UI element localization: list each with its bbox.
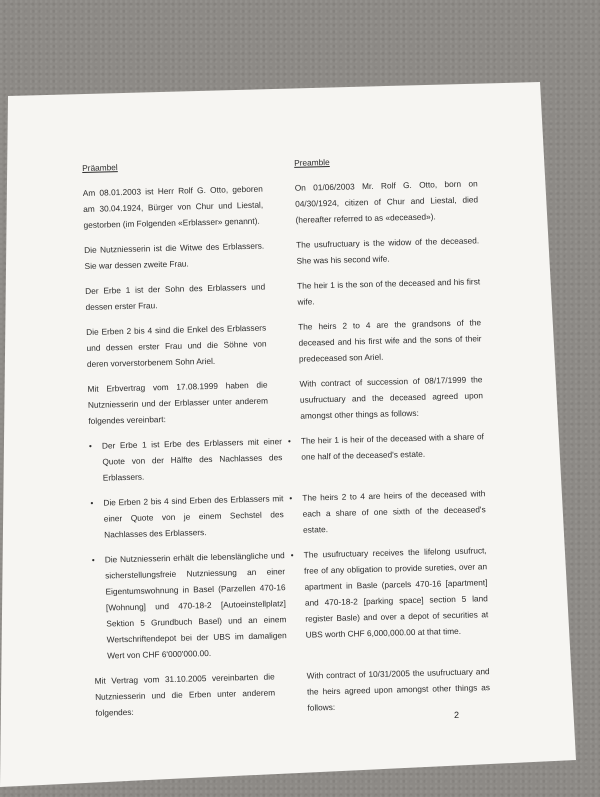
bullet-text: Die Nutzniesserin erhält die lebenslängliche und sicherstellungsfreie Nutzniessung an einer Eigentumswohnung in Basel (Parzellen 470-16 [Wohnung] und 470-18-2 [Autoeinstellplatz] Sektion 5 Grundbuch Basel) und an einem Wertschriftendepot bei der UBS im damaligen Wert von CHF 6'000'000.00. xyxy=(104,550,287,661)
paragraph-row xyxy=(95,663,491,721)
bullet-german xyxy=(90,490,284,543)
paragraph-english: The heirs 2 to 4 are the grandsons of the deceased and his first wife and the sons of their predeceased son Ariel. xyxy=(298,317,482,364)
paragraph-german: Mit Erbvertrag vom 17.08.1999 haben die Nutzniesserin und der Erblasser unter anderem folgendes vereinbart: xyxy=(87,379,269,426)
bullet-text: Die Erben 2 bis 4 sind Erben des Erblassers mit einer Quote von je einem Sechstel des Nachlasses des Erblassers. xyxy=(103,493,284,540)
heading-english: Preamble xyxy=(294,156,330,168)
paragraph-english: On 01/06/2003 Mr. Rolf G. Otto, born on 04/30/1924, citizen of Chur and Liestal, died (hereafter referred to as «deceased»). xyxy=(294,178,479,225)
bullet-text: The heir 1 is heir of the deceased with a share of one half of the deceased's estate. xyxy=(300,431,484,462)
bullet-german xyxy=(92,547,288,664)
bullet-row xyxy=(90,485,486,543)
paragraph-english: With contract of succession of 08/17/1999 the usufructuary and the deceased agreed upon amongst other things as follows: xyxy=(299,374,483,421)
bullet-icon: • xyxy=(287,435,291,447)
paragraph-row xyxy=(83,175,479,233)
document-content xyxy=(82,150,491,729)
paragraph-row xyxy=(86,314,482,372)
bullet-english xyxy=(289,485,486,538)
paragraph-german: Die Nutzniesserin ist die Witwe des Erblassers. Sie war dessen zweite Frau. xyxy=(84,240,265,271)
bullet-icon: • xyxy=(290,549,294,561)
paragraph-german: Am 08.01.2003 ist Herr Rolf G. Otto, geboren am 30.04.1924, Bürger von Chur und Liestal, gestorben (im Folgenden «Erblasser» genannt). xyxy=(82,183,264,230)
bullet-icon: • xyxy=(90,497,94,508)
paragraph-row xyxy=(84,232,480,274)
bullet-german xyxy=(89,433,283,486)
paragraph-english: The heir 1 is the son of the deceased and his first wife. xyxy=(297,276,481,307)
paragraph-row xyxy=(87,371,483,429)
heading-german: Präambel xyxy=(82,162,118,173)
paragraph-german: Die Erben 2 bis 4 sind die Enkel des Erblassers und dessen erster Frau und die Söhne von deren vorverstorbenem Sohn Ariel. xyxy=(86,322,267,369)
bullet-icon: • xyxy=(289,492,293,504)
bullet-text: Der Erbe 1 ist Erbe des Erblassers mit einer Quote von der Hälfte des Nachlasses des Erblassers. xyxy=(101,436,283,483)
paragraph-german: Mit Vertrag vom 31.10.2005 vereinbarten die Nutzniesserin und die Erben unter anderem folgendes: xyxy=(94,671,276,718)
page-number: 2 xyxy=(453,709,460,721)
bullet-english xyxy=(291,542,490,659)
bullet-text: The usufructuary receives the lifelong usufruct, free of any obligation to provide sureties, over an apartment in Basle (parcels 470-16 [apartment] and 470-18-2 [parking space] section 5 land register Basle) and over a depot of securities at UBS worth CHF 6,000,000.00 at that time. xyxy=(303,545,489,640)
bullet-icon: • xyxy=(91,554,95,565)
bullet-row xyxy=(92,542,490,664)
bullet-english xyxy=(288,428,485,481)
bullet-text: The heirs 2 to 4 are heirs of the deceased with each a share of one sixth of the deceased's estate. xyxy=(302,488,486,535)
paragraph-german: Der Erbe 1 ist der Sohn des Erblassers und dessen erster Frau. xyxy=(85,281,266,312)
paragraph-english: The usufructuary is the widow of the deceased. She was his second wife. xyxy=(296,235,480,266)
paragraph-row xyxy=(85,273,481,315)
bullet-icon: • xyxy=(88,440,93,451)
bullet-row xyxy=(89,428,485,486)
paragraph-english: With contract of 10/31/2005 the usufructuary and the heirs agreed upon amongst other things as follows: xyxy=(306,666,491,713)
